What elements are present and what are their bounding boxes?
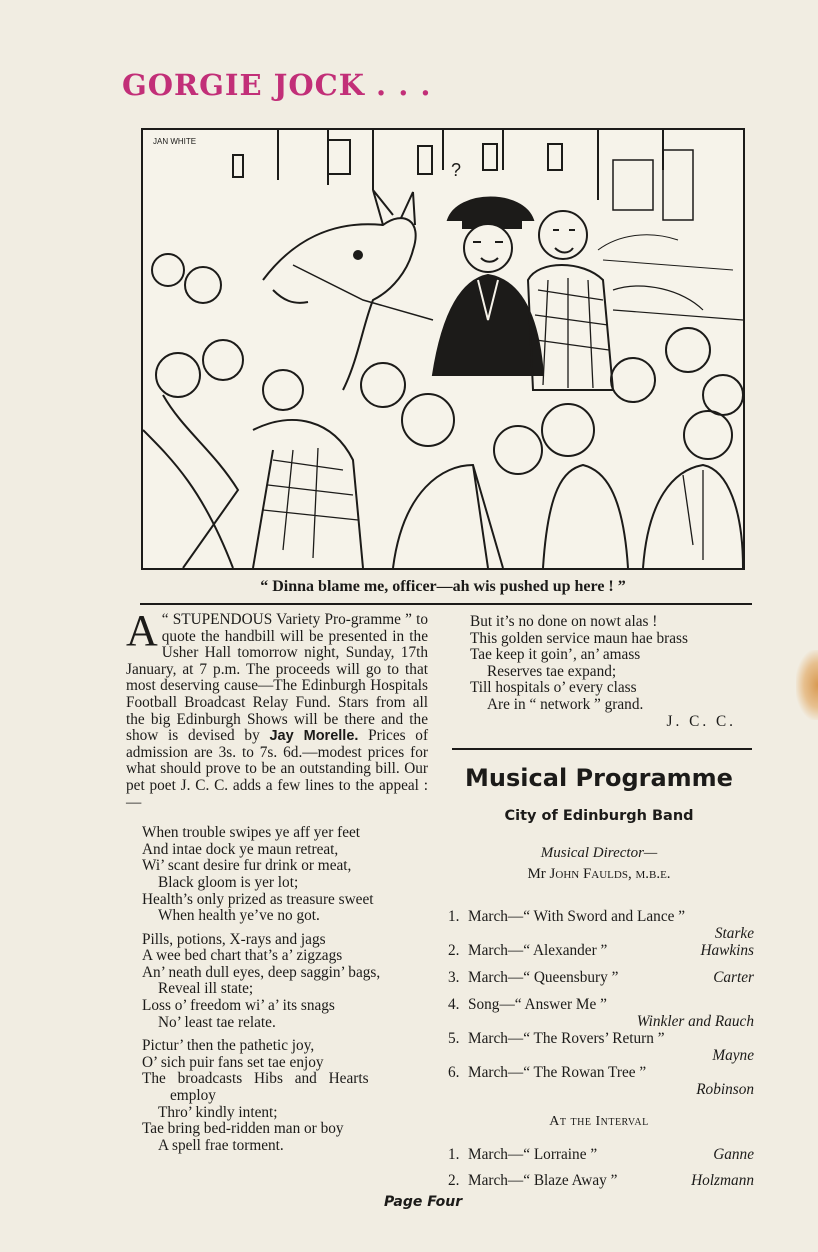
poem-line: Wi’ scant desire fur drink or meat, — [142, 857, 352, 875]
programme-item — [448, 908, 754, 942]
poem-line: A spell frae torment. — [158, 1136, 284, 1154]
poem-line: An’ neath dull eyes, deep saggin’ bags, — [142, 963, 381, 981]
divider-rule — [452, 748, 752, 750]
programme-item — [448, 942, 754, 959]
article-intro — [126, 606, 429, 811]
poem-line: Health’s only prized as treasure sweet — [142, 890, 374, 908]
item-composer: Mayne — [712, 1047, 754, 1064]
programme-item — [448, 1030, 754, 1064]
paper-stain — [796, 650, 818, 720]
poem-right — [470, 614, 746, 730]
article-column-left — [126, 606, 429, 1161]
poem-line: The broadcasts Hibs and Hearts — [142, 1070, 369, 1088]
poem-line: Tae keep it goin’, an’ amass — [470, 646, 641, 664]
poem-stanza — [142, 1038, 428, 1154]
svg-text:?: ? — [451, 160, 462, 180]
item-title: Song—“ Answer Me ” — [468, 996, 607, 1013]
programme-item — [448, 1146, 754, 1163]
poem-line: Pills, potions, X-rays and jags — [142, 930, 326, 948]
poem-line: Are in “ network ” grand. — [487, 695, 644, 713]
poem-line: This golden service maun hae brass — [470, 629, 688, 647]
item-number: 3. — [448, 969, 460, 986]
item-title: March—“ Alexander ” — [468, 942, 608, 959]
poem-line: Black gloom is yer lot; — [158, 873, 299, 891]
programme-item — [448, 1172, 754, 1189]
programme-item — [448, 1064, 754, 1098]
intro-tail: Prices of admission are 3s. to 7s. 6d.—modest prices for what should prove to be an outstanding bill. Our pet poet J. C. C. adds a few lines to the appeal :— — [126, 727, 429, 811]
item-title: March—“ Lorraine ” — [468, 1146, 598, 1163]
item-number: 2. — [448, 942, 460, 959]
item-title: March—“ With Sword and Lance ” — [468, 908, 686, 925]
programme-list — [448, 908, 754, 1098]
poem-line: Tae bring bed-ridden man or boy — [142, 1120, 344, 1138]
poem-left — [142, 825, 428, 1154]
item-composer: Hawkins — [700, 942, 754, 959]
poem-signature: J. C. C. — [666, 712, 736, 730]
poem-line: employ — [170, 1087, 216, 1105]
director-prefix: Mr — [527, 866, 546, 882]
cartoon-signature: JAN WHITE — [153, 137, 197, 146]
item-title: March—“ Blaze Away ” — [468, 1172, 618, 1189]
cartoon-illustration — [141, 128, 745, 570]
poem-line: Thro’ kindly intent; — [158, 1103, 278, 1121]
poem-line: Reserves tae expand; — [487, 662, 617, 680]
item-title: March—“ The Rovers’ Return ” — [468, 1030, 665, 1047]
drop-cap: A — [126, 606, 158, 655]
page-number: Page Four — [384, 1194, 463, 1210]
programme-title: Musical Programme — [465, 764, 733, 792]
item-composer: Starke — [714, 925, 754, 942]
poem-line: Loss o’ freedom wi’ a’ its snags — [142, 997, 335, 1015]
poem-stanza — [142, 932, 428, 1032]
item-number: 1. — [448, 1146, 460, 1163]
item-composer: Holzmann — [691, 1172, 754, 1189]
band-name: City of Edinburgh Band — [504, 808, 694, 824]
director-name — [452, 866, 746, 883]
item-number: 4. — [448, 996, 460, 1013]
item-composer: Winkler and Rauch — [636, 1013, 754, 1030]
poem-line: Till hospitals o’ every class — [470, 679, 637, 697]
director-honour: m.b.e. — [635, 866, 671, 882]
programme-item — [448, 996, 754, 1030]
intro-name: Jay Morelle. — [269, 728, 359, 745]
poem-line: O’ sich puir fans set tae enjoy — [142, 1053, 324, 1071]
item-composer: Ganne — [713, 1146, 754, 1163]
poem-line: And intae dock ye maun retreat, — [142, 840, 339, 858]
poem-line: When trouble swipes ye aff yer feet — [142, 824, 361, 842]
item-composer: Robinson — [696, 1081, 754, 1098]
item-title: March—“ The Rowan Tree ” — [468, 1064, 647, 1081]
cartoon-caption: “ Dinna blame me, officer—ah wis pushed up here ! ” — [260, 578, 626, 595]
poem-line: But it’s no done on nowt alas ! — [470, 613, 658, 630]
poem-line: When health ye’ve no got. — [158, 907, 320, 925]
item-composer: Carter — [713, 969, 754, 986]
item-number: 5. — [448, 1030, 460, 1047]
poem-stanza — [142, 825, 428, 925]
intro-text: “ STUPENDOUS Variety Pro-gramme ” to quote the handbill will be presented in the Usher Hall tomorrow night, Sunday, 17th January, at 7 p.m. The proceeds will go to that most deserving cause—The Edinburgh Hospitals Football Broadcast Relay Fund. Stars from all the big Edinburgh Shows will be there and the show is devised by — [126, 611, 428, 745]
item-number: 1. — [448, 908, 460, 925]
interval-heading: At the Interval — [549, 1114, 649, 1129]
poem-line: Pictur’ then the pathetic joy, — [142, 1037, 315, 1055]
poem-line: Reveal ill state; — [158, 980, 254, 998]
poem-line: No’ least tae relate. — [158, 1013, 276, 1031]
page-header-title: GORGIE JOCK . . . — [122, 68, 432, 102]
item-title: March—“ Queensbury ” — [468, 969, 619, 986]
item-number: 2. — [448, 1172, 460, 1189]
item-number: 6. — [448, 1064, 460, 1081]
director-fullname: John Faulds, — [549, 866, 632, 882]
divider-rule — [140, 603, 752, 605]
interval-list — [448, 1146, 754, 1189]
poem-line: A wee bed chart that’s a’ zigzags — [142, 947, 343, 965]
programme-item — [448, 969, 754, 986]
director-label: Musical Director— — [540, 845, 658, 861]
